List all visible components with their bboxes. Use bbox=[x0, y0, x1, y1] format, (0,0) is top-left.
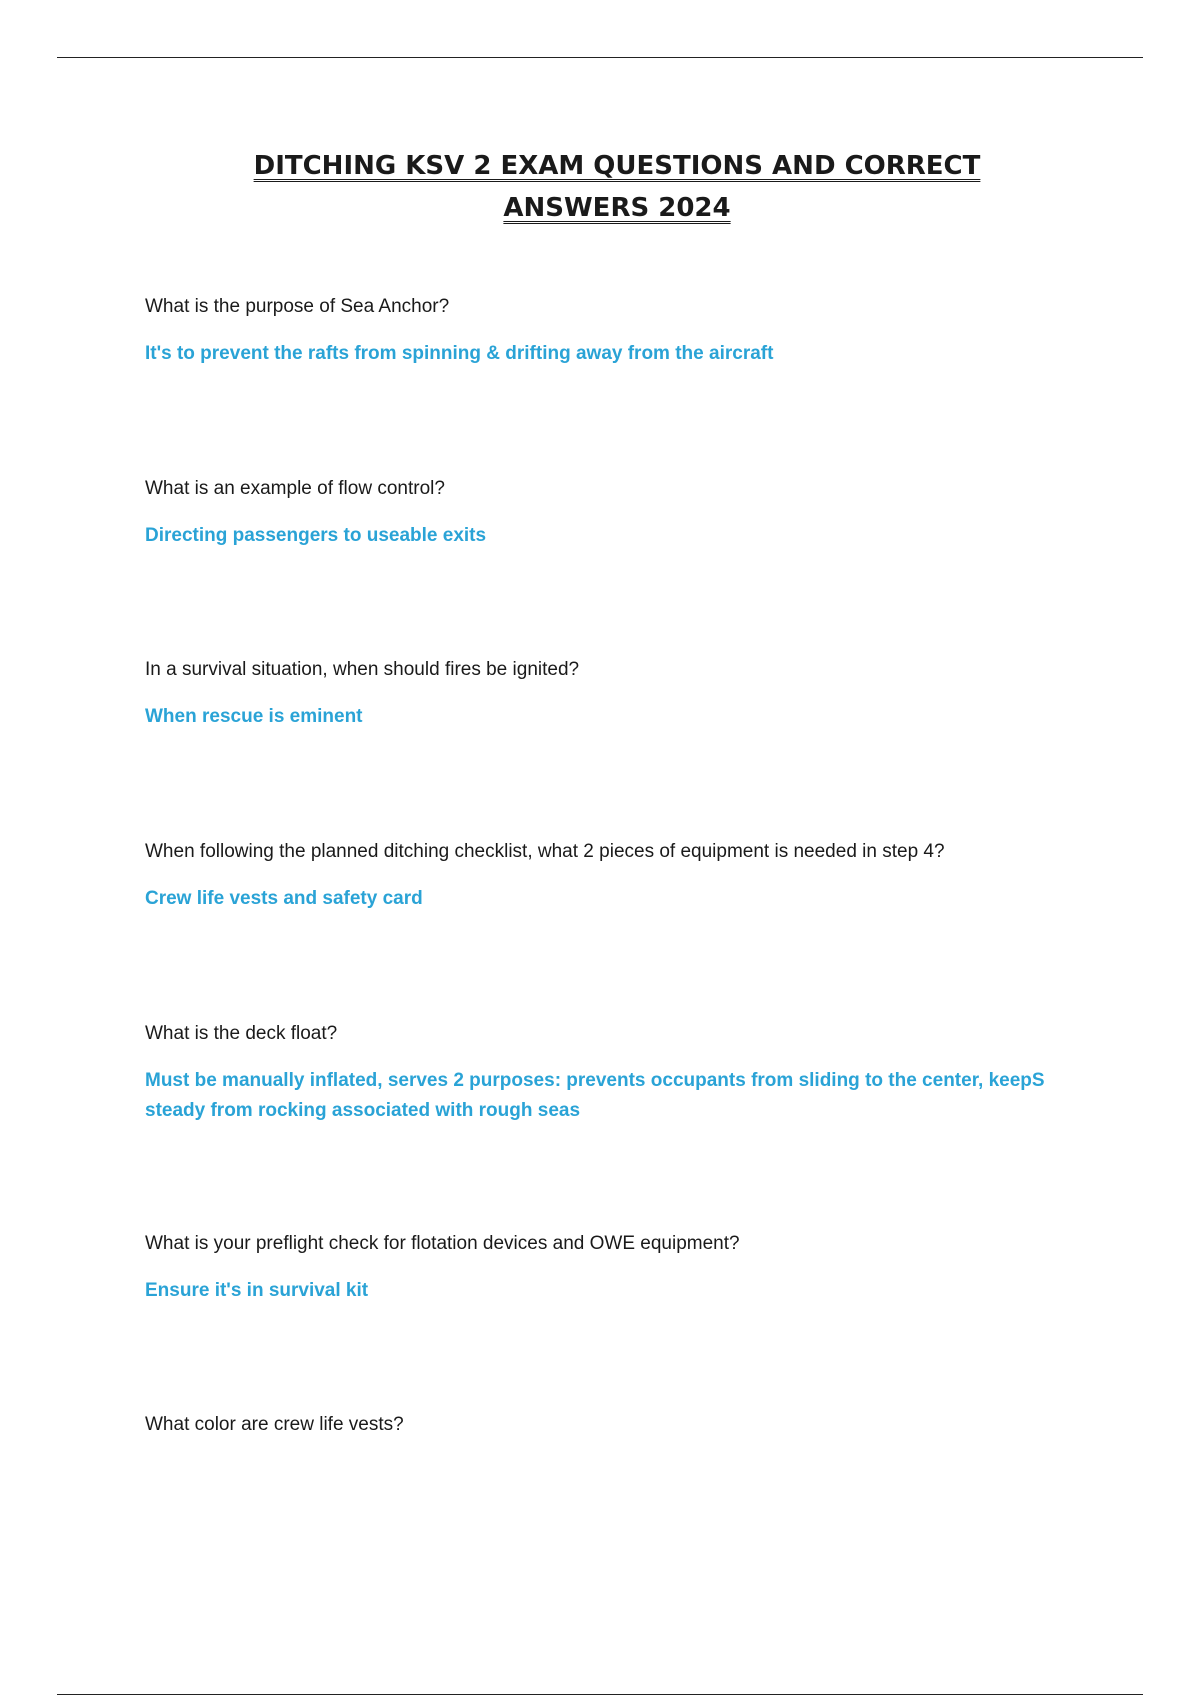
question-text: What is an example of flow control? bbox=[145, 478, 445, 499]
answer-text: Crew life vests and safety card bbox=[145, 888, 423, 909]
question-text: When following the planned ditching checklist, what 2 pieces of equipment is needed in step 4? bbox=[145, 841, 945, 862]
qa-item bbox=[145, 840, 1085, 914]
qa-item bbox=[145, 1022, 1085, 1126]
question-text: What is the purpose of Sea Anchor? bbox=[145, 296, 450, 317]
bottom-rule bbox=[57, 1694, 1143, 1695]
qa-item bbox=[145, 477, 1085, 551]
qa-item bbox=[145, 1232, 1085, 1306]
top-rule bbox=[57, 57, 1143, 58]
qa-item bbox=[145, 295, 1085, 369]
answer-text: Directing passengers to useable exits bbox=[145, 525, 487, 546]
question-text: What is your preflight check for flotation devices and OWE equipment? bbox=[145, 1233, 740, 1254]
answer-text: Ensure it's in survival kit bbox=[145, 1280, 369, 1301]
answer-text: It's to prevent the rafts from spinning & drifting away from the aircraft bbox=[145, 343, 774, 364]
qa-item bbox=[145, 1413, 1085, 1437]
answer-text: Must be manually inflated, serves 2 purposes: prevents occupants from sliding to the center, keepS steady from rocking associated with rough seas bbox=[145, 1070, 1045, 1121]
title-line-1: DITCHING KSV 2 EXAM QUESTIONS AND CORRECT bbox=[253, 151, 981, 181]
document-title bbox=[0, 145, 1200, 229]
question-text: What color are crew life vests? bbox=[145, 1414, 404, 1435]
question-text: What is the deck float? bbox=[145, 1023, 338, 1044]
qa-item bbox=[145, 658, 1085, 732]
question-text: In a survival situation, when should fires be ignited? bbox=[145, 659, 580, 680]
answer-text: When rescue is eminent bbox=[145, 706, 363, 727]
title-line-2: ANSWERS 2024 bbox=[503, 193, 731, 223]
